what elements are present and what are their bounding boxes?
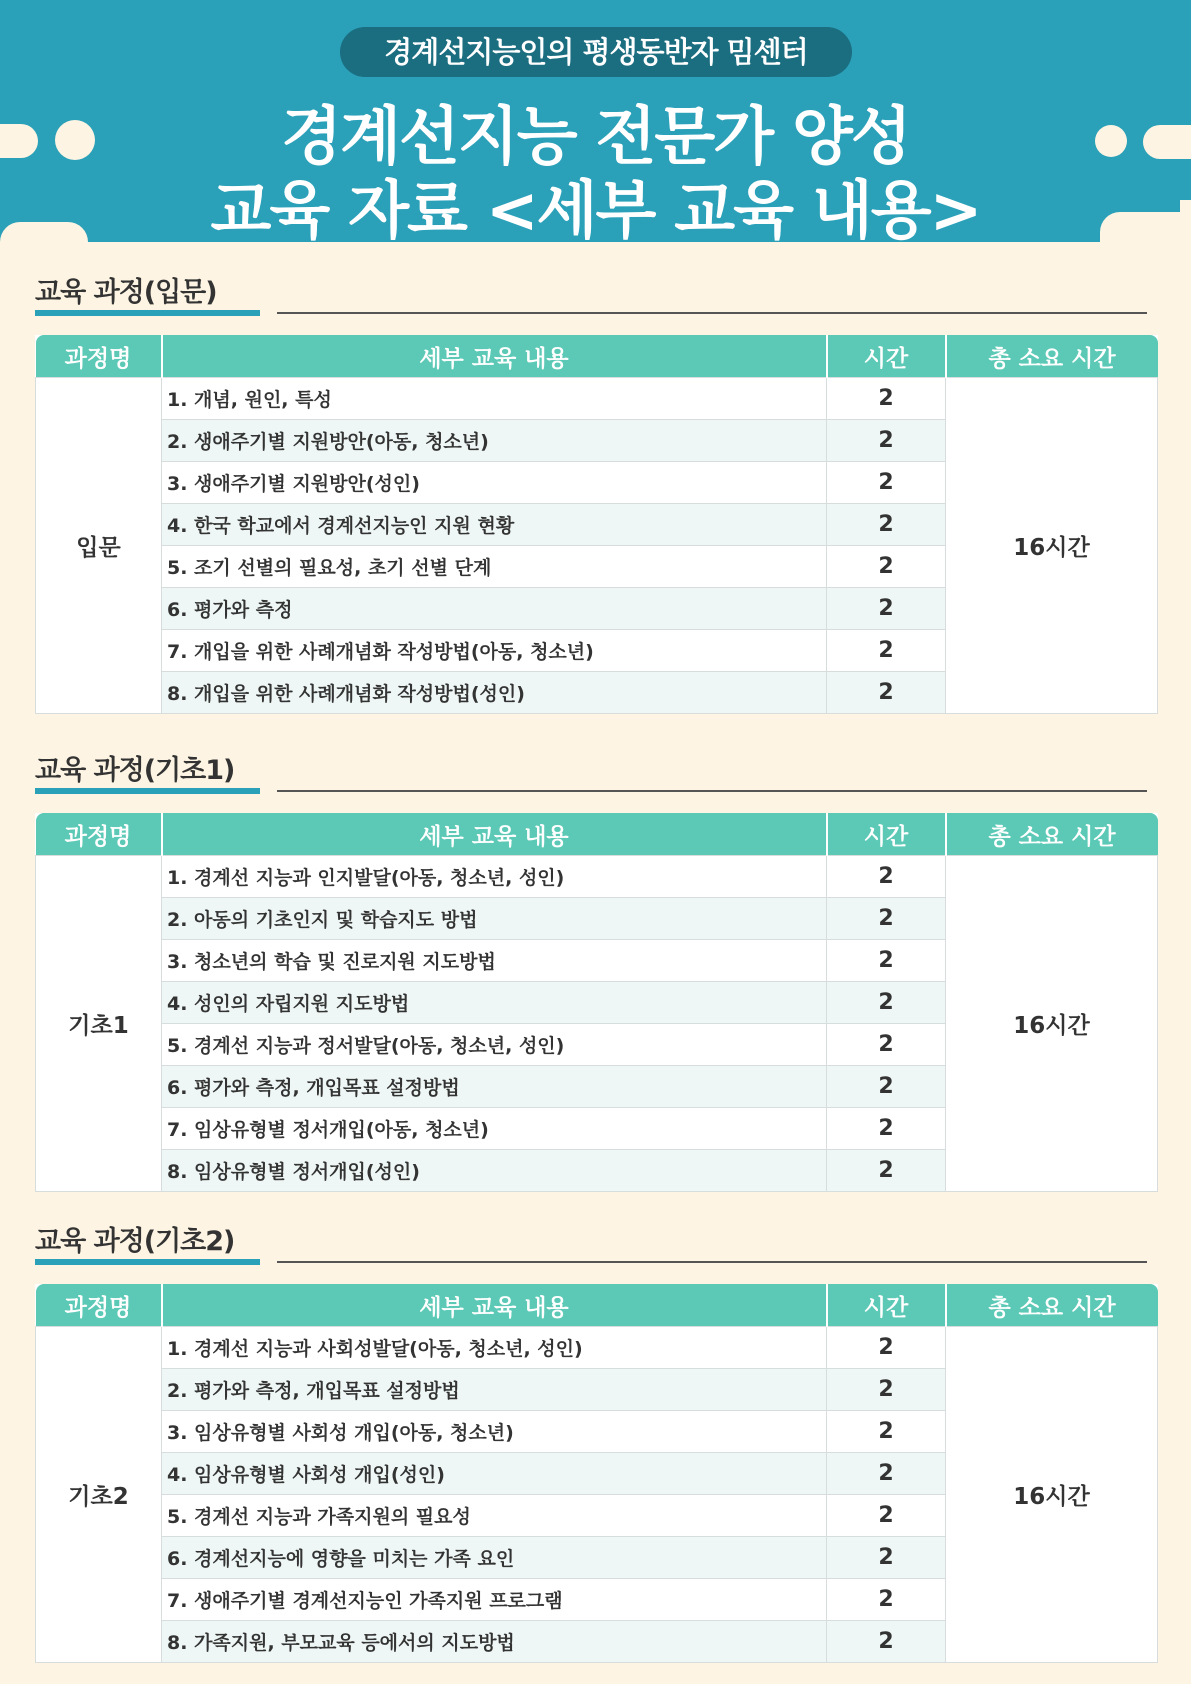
hours-cell: 2 <box>827 1537 946 1579</box>
content-cell: 5. 조기 선별의 필요성, 초기 선별 단계 <box>162 546 827 588</box>
hours-cell: 2 <box>827 420 946 462</box>
hours-cell: 2 <box>827 546 946 588</box>
header-total-hours: 총 소요 시간 <box>946 335 1158 378</box>
content-cell: 4. 성인의 자립지원 지도방법 <box>162 982 827 1024</box>
hours-cell: 2 <box>827 1108 946 1150</box>
header-course-name: 과정명 <box>36 335 162 378</box>
hours-cell: 2 <box>827 378 946 420</box>
hours-cell: 2 <box>827 1066 946 1108</box>
section-divider-line <box>277 312 1147 314</box>
content-cell: 2. 아동의 기초인지 및 학습지도 방법 <box>162 898 827 940</box>
section-title-underline <box>35 788 260 794</box>
course-table <box>35 813 1158 1192</box>
hours-cell: 2 <box>827 1327 946 1369</box>
hours-cell: 2 <box>827 1495 946 1537</box>
course-name-cell: 기초1 <box>36 856 162 1192</box>
hours-cell: 2 <box>827 504 946 546</box>
table-header-row <box>36 1284 1158 1327</box>
content-cell: 8. 개입을 위한 사례개념화 작성방법(성인) <box>162 672 827 714</box>
page-title-line1: 경계선지능 전문가 양성 <box>281 100 910 173</box>
section-divider-line <box>277 790 1147 792</box>
content-cell: 5. 경계선 지능과 가족지원의 필요성 <box>162 1495 827 1537</box>
header-banner <box>0 0 1191 247</box>
course-table <box>35 1284 1158 1663</box>
content-cell: 6. 평가와 측정, 개입목표 설정방법 <box>162 1066 827 1108</box>
header-hours: 시간 <box>827 335 946 378</box>
hours-cell: 2 <box>827 672 946 714</box>
content-cell: 1. 경계선 지능과 인지발달(아동, 청소년, 성인) <box>162 856 827 898</box>
table-row <box>36 378 1158 420</box>
hours-cell: 2 <box>827 982 946 1024</box>
hours-cell: 2 <box>827 1369 946 1411</box>
header-content: 세부 교육 내용 <box>162 1284 827 1327</box>
section-title: 교육 과정(입문) <box>35 277 217 308</box>
content-cell: 3. 생애주기별 지원방안(성인) <box>162 462 827 504</box>
header-total-hours: 총 소요 시간 <box>946 813 1158 856</box>
section-title: 교육 과정(기초1) <box>35 755 235 786</box>
section-title: 교육 과정(기초2) <box>35 1226 235 1257</box>
hours-cell: 2 <box>827 1579 946 1621</box>
content-cell: 2. 평가와 측정, 개입목표 설정방법 <box>162 1369 827 1411</box>
hours-cell: 2 <box>827 1621 946 1663</box>
content-cell: 8. 가족지원, 부모교육 등에서의 지도방법 <box>162 1621 827 1663</box>
hours-cell: 2 <box>827 856 946 898</box>
hours-cell: 2 <box>827 588 946 630</box>
hours-cell: 2 <box>827 898 946 940</box>
hours-cell: 2 <box>827 630 946 672</box>
content-cell: 3. 임상유형별 사회성 개입(아동, 청소년) <box>162 1411 827 1453</box>
section-title-underline <box>35 1259 260 1265</box>
header-course-name: 과정명 <box>36 813 162 856</box>
hours-cell: 2 <box>827 1453 946 1495</box>
header-subtitle-pill: 경계선지능인의 평생동반자 밈센터 <box>340 27 852 77</box>
content-cell: 1. 개념, 원인, 특성 <box>162 378 827 420</box>
content-cell: 7. 생애주기별 경계선지능인 가족지원 프로그램 <box>162 1579 827 1621</box>
hours-cell: 2 <box>827 940 946 982</box>
section-title-underline <box>35 310 260 316</box>
hours-cell: 2 <box>827 1411 946 1453</box>
total-hours-cell: 16시간 <box>946 378 1158 714</box>
hours-cell: 2 <box>827 462 946 504</box>
total-hours-cell: 16시간 <box>946 1327 1158 1663</box>
course-name-cell: 입문 <box>36 378 162 714</box>
content-cell: 7. 임상유형별 정서개입(아동, 청소년) <box>162 1108 827 1150</box>
content-cell: 2. 생애주기별 지원방안(아동, 청소년) <box>162 420 827 462</box>
page-title-line2: 교육 자료 <세부 교육 내용> <box>210 174 981 247</box>
content-cell: 5. 경계선 지능과 정서발달(아동, 청소년, 성인) <box>162 1024 827 1066</box>
table-header-row <box>36 813 1158 856</box>
section-divider-line <box>277 1261 1147 1263</box>
header-hours: 시간 <box>827 813 946 856</box>
table-row <box>36 856 1158 898</box>
hours-cell: 2 <box>827 1024 946 1066</box>
header-content: 세부 교육 내용 <box>162 813 827 856</box>
header-hours: 시간 <box>827 1284 946 1327</box>
content-cell: 4. 한국 학교에서 경계선지능인 지원 현황 <box>162 504 827 546</box>
content-cell: 6. 평가와 측정 <box>162 588 827 630</box>
total-hours-cell: 16시간 <box>946 856 1158 1192</box>
content-cell: 6. 경계선지능에 영향을 미치는 가족 요인 <box>162 1537 827 1579</box>
hours-cell: 2 <box>827 1150 946 1192</box>
content-cell: 1. 경계선 지능과 사회성발달(아동, 청소년, 성인) <box>162 1327 827 1369</box>
table-header-row <box>36 335 1158 378</box>
content-cell: 3. 청소년의 학습 및 진로지원 지도방법 <box>162 940 827 982</box>
header-total-hours: 총 소요 시간 <box>946 1284 1158 1327</box>
content-cell: 7. 개입을 위한 사례개념화 작성방법(아동, 청소년) <box>162 630 827 672</box>
table-row <box>36 1327 1158 1369</box>
content-cell: 4. 임상유형별 사회성 개입(성인) <box>162 1453 827 1495</box>
course-name-cell: 기초2 <box>36 1327 162 1663</box>
content-cell: 8. 임상유형별 정서개입(성인) <box>162 1150 827 1192</box>
header-course-name: 과정명 <box>36 1284 162 1327</box>
course-table <box>35 335 1158 714</box>
header-content: 세부 교육 내용 <box>162 335 827 378</box>
